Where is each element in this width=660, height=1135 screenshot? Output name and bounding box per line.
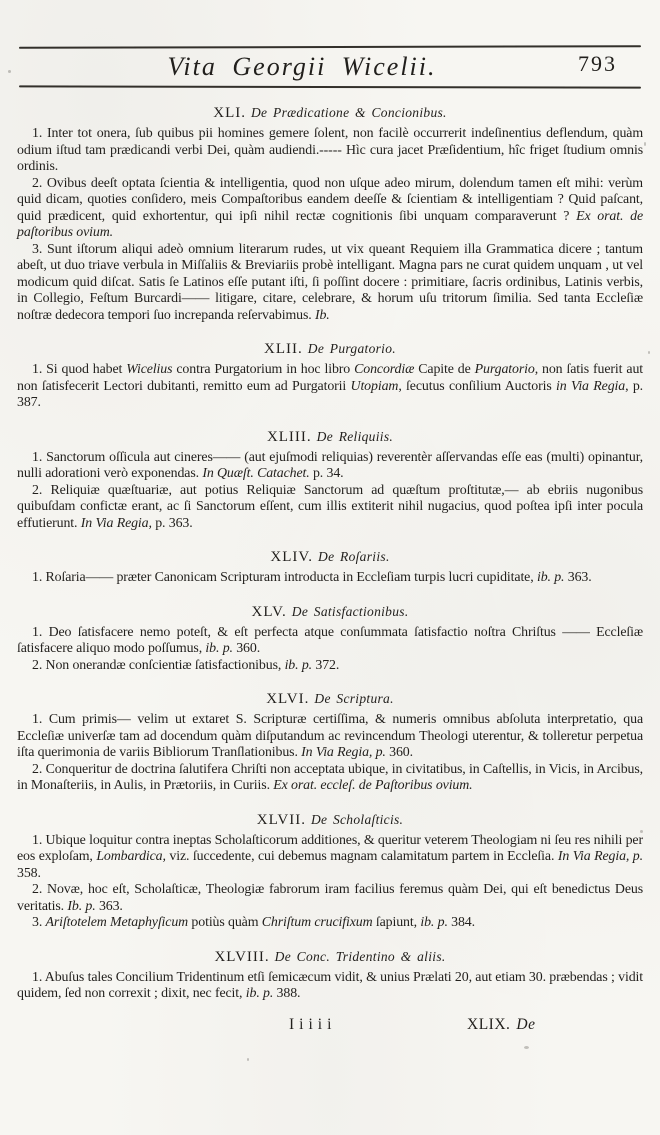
paper-speck <box>648 351 650 354</box>
text-segment: , p. 387. <box>17 378 644 410</box>
section-XLIV <box>17 541 643 587</box>
text-segment: 360. <box>232 641 261 656</box>
paragraph <box>17 570 643 587</box>
section-heading <box>17 804 643 831</box>
paper-speck <box>8 70 11 73</box>
section-heading <box>17 421 643 448</box>
paragraph <box>17 242 643 325</box>
text-segment: 358. <box>17 865 41 881</box>
italic-text-segment: In Via Regia, p. <box>301 745 386 760</box>
text-segment: 2. Reliquiæ quæſtuariæ, aut potius Reliquiæ Sanctorum ad quæſtum proſtitutæ,— ab ebriis nugonibus quibuſdam confictæ erant, ac ſi Sanctorum eſſent, cum illis extiterit nihil nugacius, quod poſtea ipſi inter pocula effutierunt. <box>17 482 643 531</box>
section-number: XLII. <box>264 341 303 357</box>
text-segment: 1. Ubique loquitur contra ineptas Scholaſticorum additiones, & queritur veterem Theologiam ni ſeu res nihili per eos exploſam, <box>17 832 643 864</box>
section-XLVI <box>17 683 643 795</box>
italic-text-segment: Ex orat. eccleſ. de Paſtoribus ovium. <box>273 778 473 793</box>
page-number: 793 <box>578 51 617 76</box>
italic-text-segment: ib. p. <box>245 986 274 1001</box>
paper-speck <box>524 1046 529 1049</box>
italic-text-segment: Ib. <box>314 307 330 323</box>
paragraph <box>17 625 643 658</box>
text-segment: 2. Non onerandæ conſcientiæ ſatisfactionibus, <box>32 657 285 673</box>
text-segment: 1. Roſaria—— præter Canonicam Scripturam introducta in Eccleſiam turpis lucri cupiditate, <box>32 570 537 585</box>
signature-mark: Iiiii <box>289 1015 337 1033</box>
text-segment: , ſecutus conſilium Auctoris <box>398 378 557 394</box>
catchword-number: XLIX. <box>467 1015 511 1033</box>
paragraph <box>17 833 643 883</box>
text-segment: , non ſatis fuerit aut non ſatisfecerit Lectori dubitanti, remitto eum ad Purgatorii <box>17 362 644 394</box>
italic-text-segment: ib. p. <box>284 657 313 673</box>
italic-text-segment: Utopiam <box>350 378 399 394</box>
paragraph <box>17 970 643 1003</box>
text-segment: 3. Sunt iſtorum aliqui adeò omnium literarum rudes, ut vix queant Requiem illa Grammatica dicere ; tantum abeſt, ut duo triave verbula in Miſſaliis & Breviariis probè intelligant. Magna pars ne curat quidem unquam , ut vel modicum quid diſcat. Satis ſe Latinos eſſe putant iſti, ſi poſſint docere : primitiare, ſacris ordinibus, Latinis verbis, in Collegio, Feſtum Burcardi—— litigare, citare, celebrare, & horum uſu tritorum ſimilia. Sed tanta Eccleſiæ noſtræ dedecora tempori ſuo increpanda reſervabimus. <box>17 241 643 323</box>
text-segment: 2. Ovibus deeſt optata ſcientia & intelligentia, quod non uſque adeo mirum, dolendum tamen eſt mihi: verùm quid dicam, quoties conſidero, meis Compaſtoribus eandem deeſſe & ſcientiam & intelligentiam ? Quid paſcant, quid prædicent, quid exhortentur, qui ipſi nihil rectæ cognitionis ſibi unquam comparaverunt ? <box>17 175 643 224</box>
section-title: De Satisfactionibus. <box>291 603 409 619</box>
paper-speck <box>247 1058 249 1061</box>
text-segment: 388. <box>273 986 301 1001</box>
section-heading <box>17 941 643 968</box>
section-title: De Conc. Tridentino & aliis. <box>274 948 446 964</box>
paper-speck <box>640 830 643 833</box>
italic-text-segment: Purgatorio <box>474 362 535 377</box>
catchword-word: De <box>516 1015 536 1033</box>
section-XLVII <box>17 804 643 932</box>
running-header <box>17 48 643 85</box>
section-heading <box>17 97 643 124</box>
italic-text-segment: in Via Regia <box>556 378 626 394</box>
italic-text-segment: ib. p. <box>420 915 448 930</box>
text-segment: 2. Conqueritur de doctrina ſalutifera Chriſti non acceptata ubique, in civitatibus, in Caſtellis, in Vicis, in Arcibus, in Monaſteriis, in Aulis, in Prætoriis, in Curiis. <box>17 761 643 793</box>
italic-text-segment: Ariſtotelem Metaphyſicum <box>45 915 189 930</box>
section-heading <box>17 541 643 568</box>
catchword <box>467 1016 535 1034</box>
text-segment: 1. Sanctorum oſſicula aut cineres—— (aut ejuſmodi reliquias) reverentèr aſſervandas eſſe eas (multi) opinantur, nulli adorationi verò exponendas. <box>17 449 643 481</box>
paragraph <box>17 176 643 242</box>
text-segment: 3. <box>32 915 46 930</box>
text-segment: 360. <box>385 745 413 760</box>
horizontal-rule-bottom <box>19 85 641 88</box>
section-XLI <box>17 97 643 324</box>
text-segment: potiùs quàm <box>188 915 262 930</box>
section-heading <box>17 683 643 710</box>
paragraph <box>17 450 643 483</box>
text-segment: 1. Cum primis— velim ut extaret S. Scripturæ certiſſima, & numeris omnibus abſoluta interpretatio, qua Eccleſiæ univerſæ tam ad docendum quàm diſputandum ac revincendum Theologi uterentur, & tolleretur perpetua iſta querimonia de variis Bibliorum Tranſlationibus. <box>17 712 643 760</box>
italic-text-segment: ib. p. <box>536 570 565 585</box>
paragraph <box>17 126 643 176</box>
italic-text-segment: In Via Regia, <box>80 515 152 531</box>
text-segment: 1. Abuſus tales Concilium Tridentinum etſi ſemicæcum vidit, & unius Prælati 20, aut etiam 30. præbendas ; vidit quidem, ſed non correxit ; dixit, nec fecit, <box>17 969 643 1001</box>
text-segment: p. 363. <box>151 515 193 531</box>
italic-text-segment: Concordiæ <box>354 362 415 377</box>
paragraph <box>17 362 643 412</box>
paragraph <box>17 915 643 932</box>
section-number: XLVI. <box>266 691 310 707</box>
section-number: XLIV. <box>270 549 314 565</box>
text-segment: 1. Deo ſatisfacere nemo poteſt, & eſt perfecta atque conſummata ſatisfactio noſtra Chriſtus —— Eccleſiæ ſatisfacere aliquo modo poſſumus, <box>17 624 643 656</box>
section-XLVIII <box>17 941 643 1003</box>
italic-text-segment: In Quæſt. Catachet. <box>202 466 310 481</box>
paragraph <box>17 712 643 762</box>
paragraph <box>17 882 643 915</box>
section-title: De Roſariis. <box>318 549 390 564</box>
paragraph <box>17 483 643 533</box>
section-number: XLVII. <box>256 811 306 828</box>
text-segment: 372. <box>312 657 340 673</box>
paragraph <box>17 762 643 795</box>
text-segment: p. 34. <box>309 466 344 481</box>
section-XLII <box>17 333 643 412</box>
section-number: XLIII. <box>266 428 312 445</box>
italic-text-segment: Chriſtum crucifixum <box>261 915 373 930</box>
section-XLV <box>17 596 643 675</box>
text-segment: ſapiunt, <box>372 915 421 930</box>
italic-text-segment: Lombardica, <box>96 849 166 864</box>
section-title: De Scriptura. <box>314 691 394 706</box>
text-segment: 363. <box>564 570 592 585</box>
text-segment: 363. <box>95 898 123 914</box>
italic-text-segment: ib. p. <box>205 641 233 656</box>
running-header-title: Vita Georgii Wicelii. <box>167 51 437 81</box>
paragraph <box>17 658 643 675</box>
text-segment: 384. <box>447 915 475 930</box>
section-title: De Scholaſticis. <box>310 811 404 827</box>
page-scan <box>0 46 660 1135</box>
text-segment: Capite de <box>414 362 475 377</box>
italic-text-segment: Wicelius <box>126 362 173 377</box>
page-footer <box>17 1016 643 1038</box>
section-title: De Prædicatione & Concionibus. <box>251 105 447 120</box>
section-heading <box>17 596 643 623</box>
section-heading <box>17 333 643 360</box>
italic-text-segment: Ib. p. <box>67 898 96 914</box>
section-number: XLI. <box>213 105 246 121</box>
section-XLIII <box>17 421 643 533</box>
page-content <box>0 46 660 1038</box>
text-segment: 2. Novæ, hoc eſt, Scholaſticæ, Theologiæ fabrorum iram facilius feremus quàm Dei, qui eſt benedictus Deus veritatis. <box>17 882 643 914</box>
text-segment: viz. ſuccedente, cui debemus magnam calamitatum partem in Eccleſia. <box>165 849 558 864</box>
paper-speck <box>644 142 646 146</box>
section-title: De Purgatorio. <box>307 341 396 356</box>
text-segment: 1. Si quod habet <box>32 362 127 377</box>
section-title: De Reliquiis. <box>316 428 394 444</box>
text-segment: contra Purgatorium in hoc libro <box>172 362 355 377</box>
italic-text-segment: Ex orat. de paſtoribus ovium. <box>17 208 643 240</box>
italic-text-segment: In Via Regia, p. <box>557 849 643 864</box>
section-number: XLV. <box>251 603 287 620</box>
text-segment: 1. Inter tot onera, ſub quibus pii homines gemere ſolent, non facilè occurrerit indeſinentius deflendum, quàm odium iſtud tam prædicandi verbi Dei, quàm audiendi.----- Hìc cura jacet Præſidentium, hîc friget ſtudium omnis ordinis. <box>17 126 643 174</box>
section-number: XLVIII. <box>214 948 270 965</box>
